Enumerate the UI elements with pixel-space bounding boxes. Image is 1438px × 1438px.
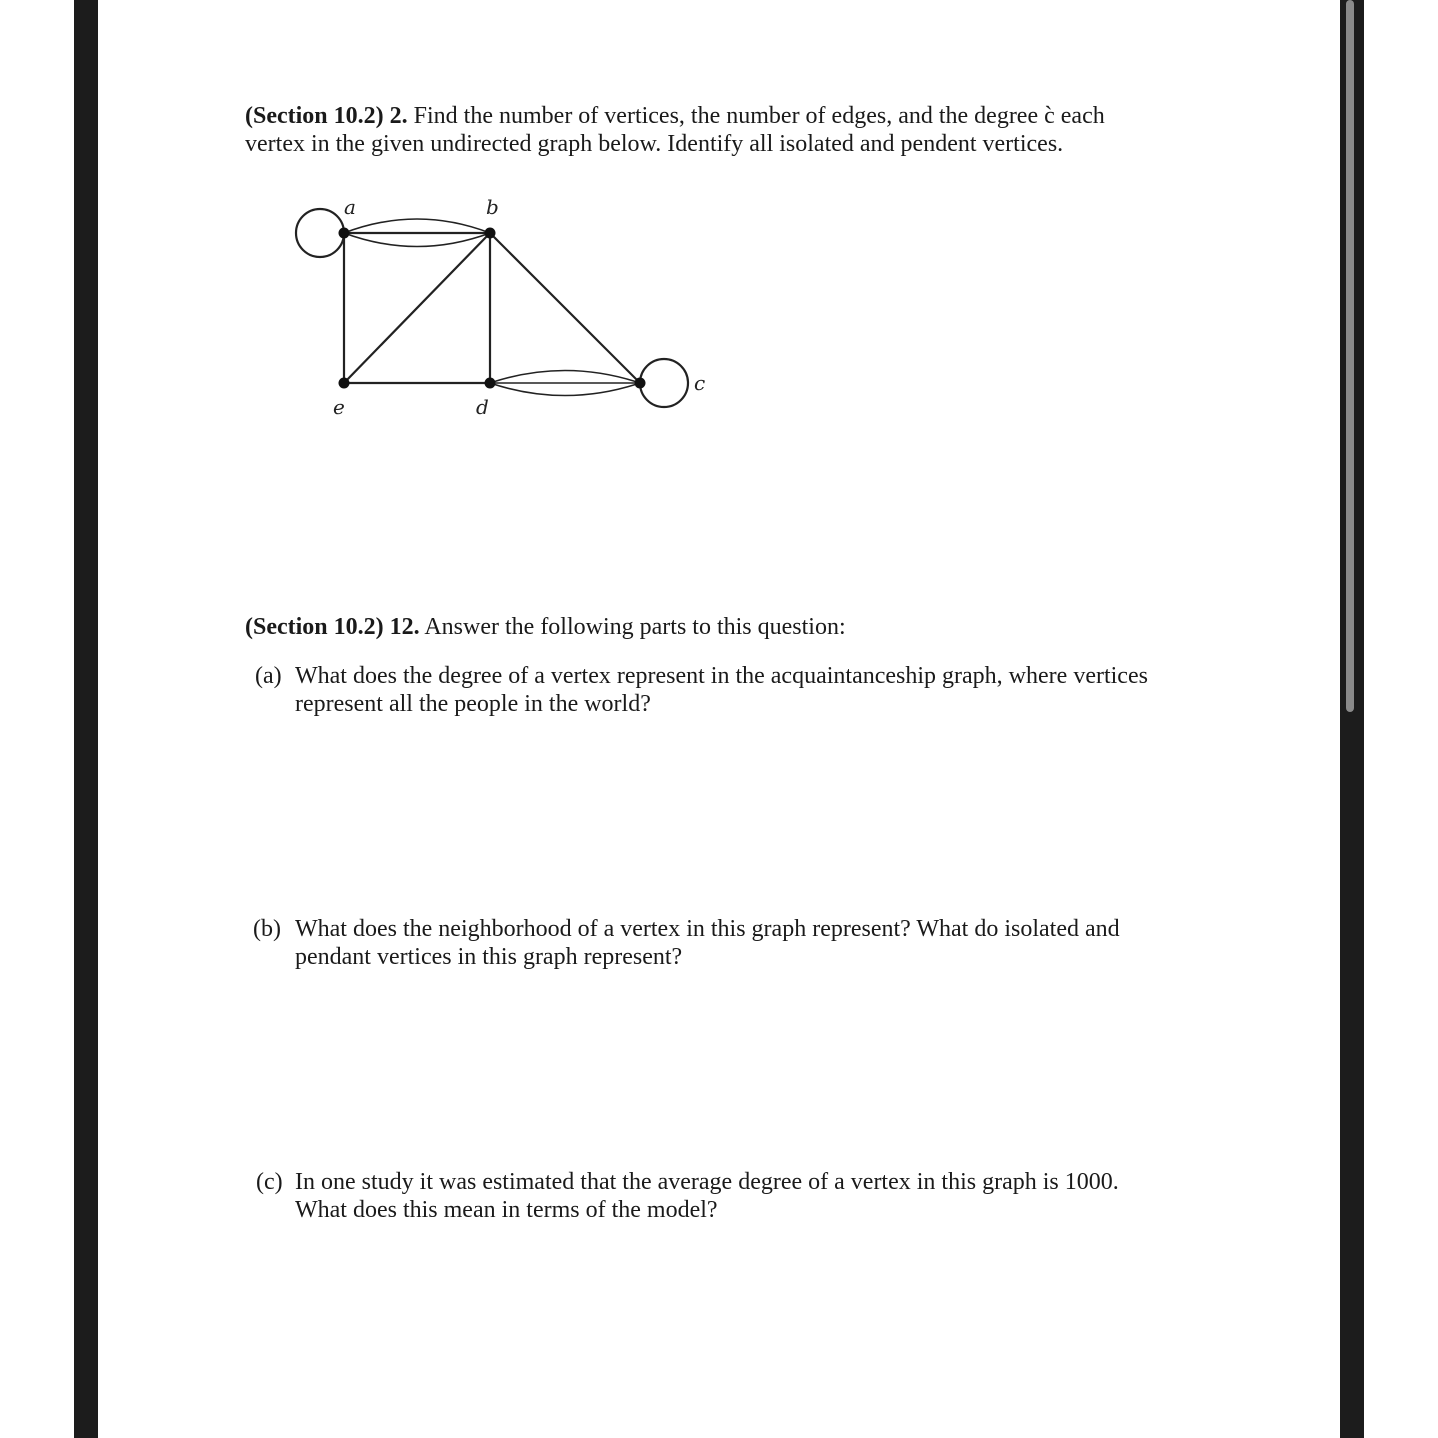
edge-b-c xyxy=(490,233,640,383)
edge-a-b-lower xyxy=(344,233,490,247)
vertex-label-e: e xyxy=(333,395,345,419)
loop-a xyxy=(296,209,344,257)
vertex-d xyxy=(485,378,496,389)
part-b-line-1: What does the neighborhood of a vertex in this graph represent? What do isolated and xyxy=(295,916,1120,942)
q1-heading: (Section 10.2) 2. xyxy=(245,103,408,129)
part-c-line-1: In one study it was estimated that the average degree of a vertex in this graph is 1000. xyxy=(295,1169,1119,1195)
part-b-label: (b) xyxy=(253,916,281,942)
edge-d-c-upper xyxy=(490,371,640,384)
q2-header-line xyxy=(245,613,846,641)
vertex-label-b: b xyxy=(486,195,499,219)
loop-c xyxy=(640,359,688,407)
vertex-label-c: c xyxy=(694,371,706,395)
edge-a-b-upper xyxy=(344,219,490,233)
edge-e-b xyxy=(344,233,490,383)
q1-text-line-2: vertex in the given undirected graph below. Identify all isolated and pendent vertices. xyxy=(245,131,1064,157)
edge-d-c-lower xyxy=(490,383,640,396)
part-a-line-2: represent all the people in the world? xyxy=(295,691,651,717)
vertex-a xyxy=(339,228,350,239)
vertex-c xyxy=(635,378,646,389)
vertex-e xyxy=(339,378,350,389)
vertex-label-a: a xyxy=(344,195,356,219)
part-a-line-1: What does the degree of a vertex represent in the acquaintanceship graph, where vertices xyxy=(295,663,1148,689)
q2-intro: Answer the following parts to this question: xyxy=(424,614,846,640)
graph-figure xyxy=(280,180,720,430)
q1-line-1 xyxy=(245,102,1105,130)
part-c-line-2: What does this mean in terms of the model? xyxy=(295,1197,718,1223)
part-a-label: (a) xyxy=(255,663,282,689)
part-c-label: (c) xyxy=(256,1169,283,1195)
q2-heading: (Section 10.2) 12. xyxy=(245,614,420,640)
q1-text-line-1: Find the number of vertices, the number of edges, and the degree c̀ each xyxy=(413,103,1105,129)
q1-line-2 xyxy=(245,130,1063,158)
vertex-label-d: d xyxy=(476,395,489,419)
outer-margin xyxy=(0,0,74,1438)
vertex-b xyxy=(485,228,496,239)
scrollbar-thumb[interactable] xyxy=(1346,0,1354,712)
left-frame-bar xyxy=(74,0,98,1438)
part-b-line-2: pendant vertices in this graph represent? xyxy=(295,944,683,970)
